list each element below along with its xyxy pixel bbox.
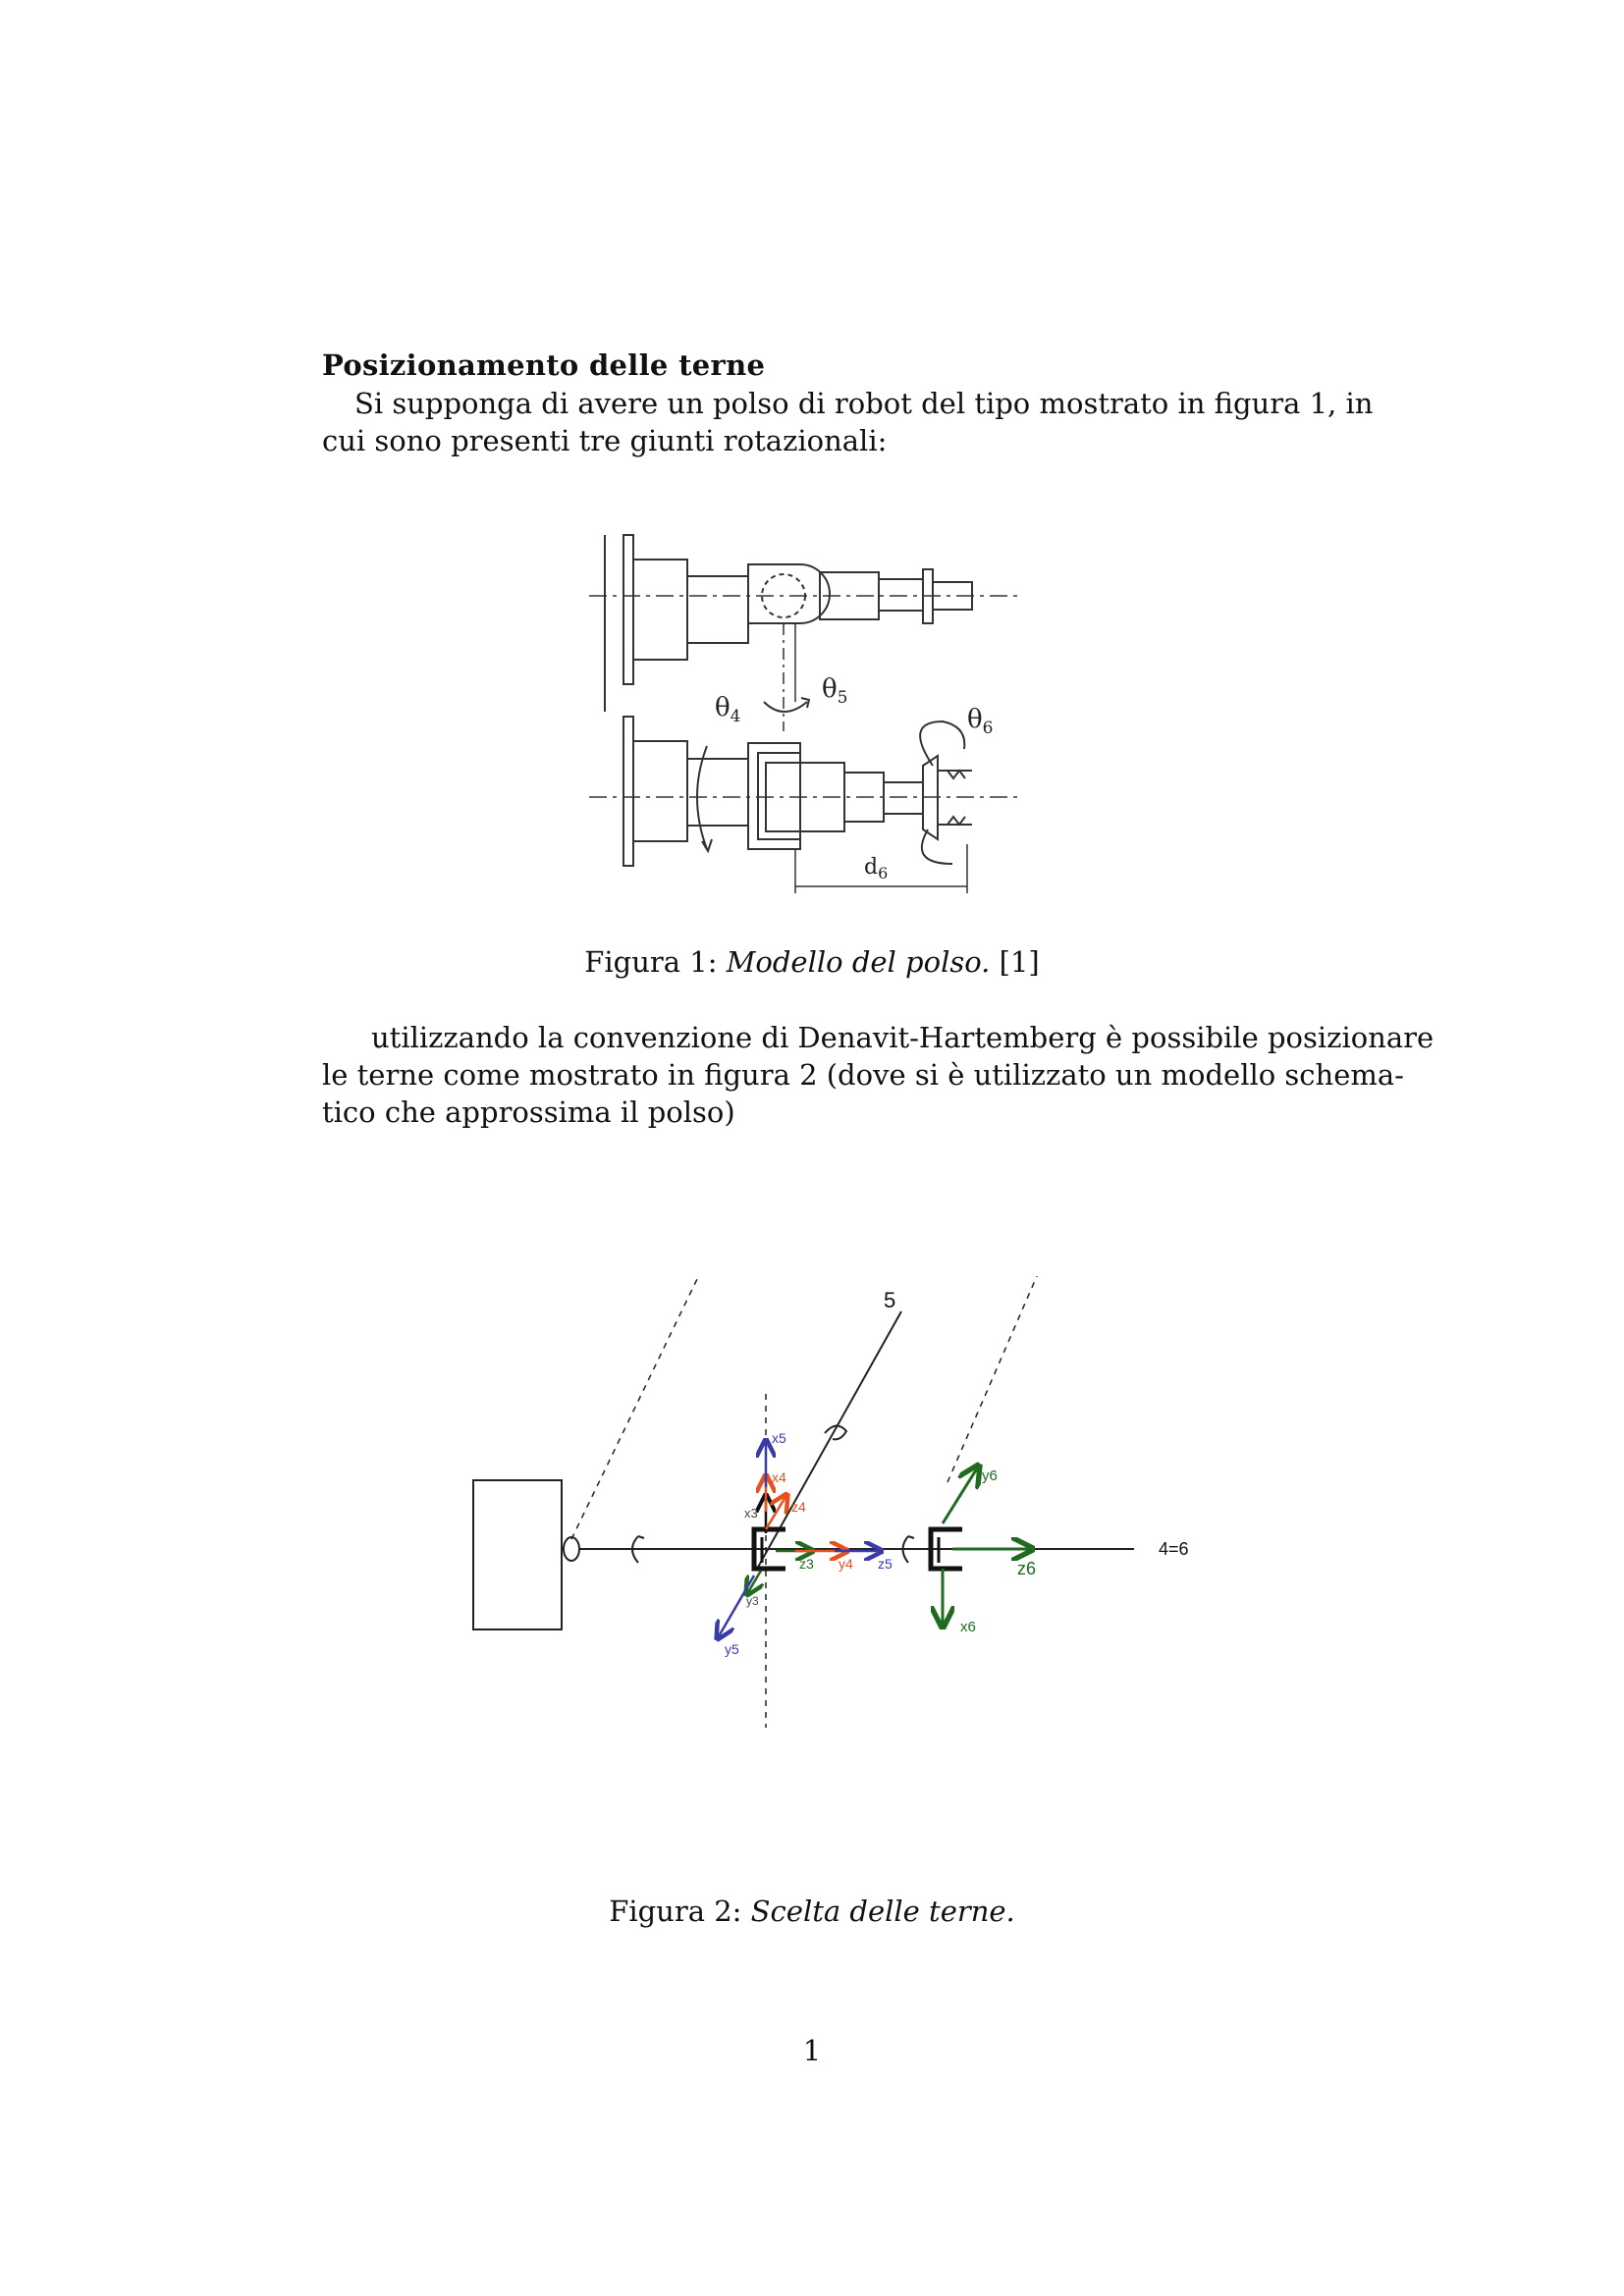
paragraph-intro <box>322 385 1374 459</box>
theta5-arrow <box>764 702 807 712</box>
z5-label: z5 <box>878 1556 893 1572</box>
x5-label: x5 <box>772 1430 786 1446</box>
paragraph-line: Si supponga di avere un polso di robot del tipo mostrato in figura 1, in <box>354 387 1374 420</box>
base-flange <box>623 535 633 684</box>
bottom-joint-housing <box>748 743 800 849</box>
top-link-2 <box>687 576 748 643</box>
y3-label: y3 <box>746 1594 759 1608</box>
x3-label: x3 <box>744 1506 758 1521</box>
top-link-4 <box>879 579 923 611</box>
y6-label: y6 <box>982 1468 998 1484</box>
theta6-label: $\theta_6$ <box>967 705 994 738</box>
figure2-frames-schematic <box>461 1276 1227 1747</box>
bottom-link-4 <box>884 782 923 814</box>
base-dashed-axis <box>571 1276 712 1539</box>
paragraph-line: le terne come mostrato in figura 2 (dove si è utilizzato un modello schema- <box>322 1058 1404 1092</box>
paragraph-line: utilizzando la convenzione di Denavit-Hartemberg è possibile posizionare <box>371 1021 1435 1054</box>
d6-label: $d_6$ <box>864 855 889 882</box>
x4-label: x4 <box>772 1469 786 1485</box>
y4-label: y4 <box>839 1556 853 1572</box>
x6-label: x6 <box>960 1619 976 1635</box>
figure1-caption-title: Modello del polso. <box>726 945 991 979</box>
z3-label: z3 <box>799 1556 814 1572</box>
figure1-caption-prefix: Figura 1: <box>584 945 718 979</box>
bottom-link-1 <box>633 741 687 841</box>
figure1-wrist-drawing <box>589 525 1031 898</box>
section-heading: Posizionamento delle terne <box>322 348 766 382</box>
top-joint-housing <box>748 564 830 623</box>
figure1-caption <box>0 945 1624 979</box>
paragraph-line: cui sono presenti tre giunti rotazionali: <box>322 424 888 457</box>
base-block <box>473 1480 562 1629</box>
figure1-caption-ref: [1] <box>999 945 1040 979</box>
bottom-joint-inner <box>758 753 800 839</box>
frame6-dashed-axis <box>947 1276 1062 1482</box>
figure2-caption <box>0 1895 1624 1928</box>
base-joint <box>564 1537 579 1561</box>
y5-label: y5 <box>725 1641 739 1657</box>
paragraph-convention <box>322 1019 1435 1131</box>
theta4-label: $\theta_4$ <box>715 693 741 726</box>
page-number: 1 <box>802 2034 822 2067</box>
theta5-label: $\theta_5$ <box>822 674 848 708</box>
figure2-caption-prefix: Figura 2: <box>609 1895 742 1928</box>
axis46-label: 4=6 <box>1159 1539 1189 1559</box>
paragraph-line: tico che approssima il polso) <box>322 1095 735 1129</box>
figure2-caption-title: Scelta delle terne. <box>750 1895 1015 1928</box>
bottom-flange <box>623 717 633 866</box>
axis5-label: 5 <box>884 1288 896 1312</box>
top-link-1 <box>633 560 687 660</box>
theta6-arrow-top <box>920 721 964 766</box>
y6-arrow <box>943 1468 977 1523</box>
z6-label: z6 <box>1017 1559 1037 1578</box>
z4-label: z4 <box>791 1499 806 1515</box>
